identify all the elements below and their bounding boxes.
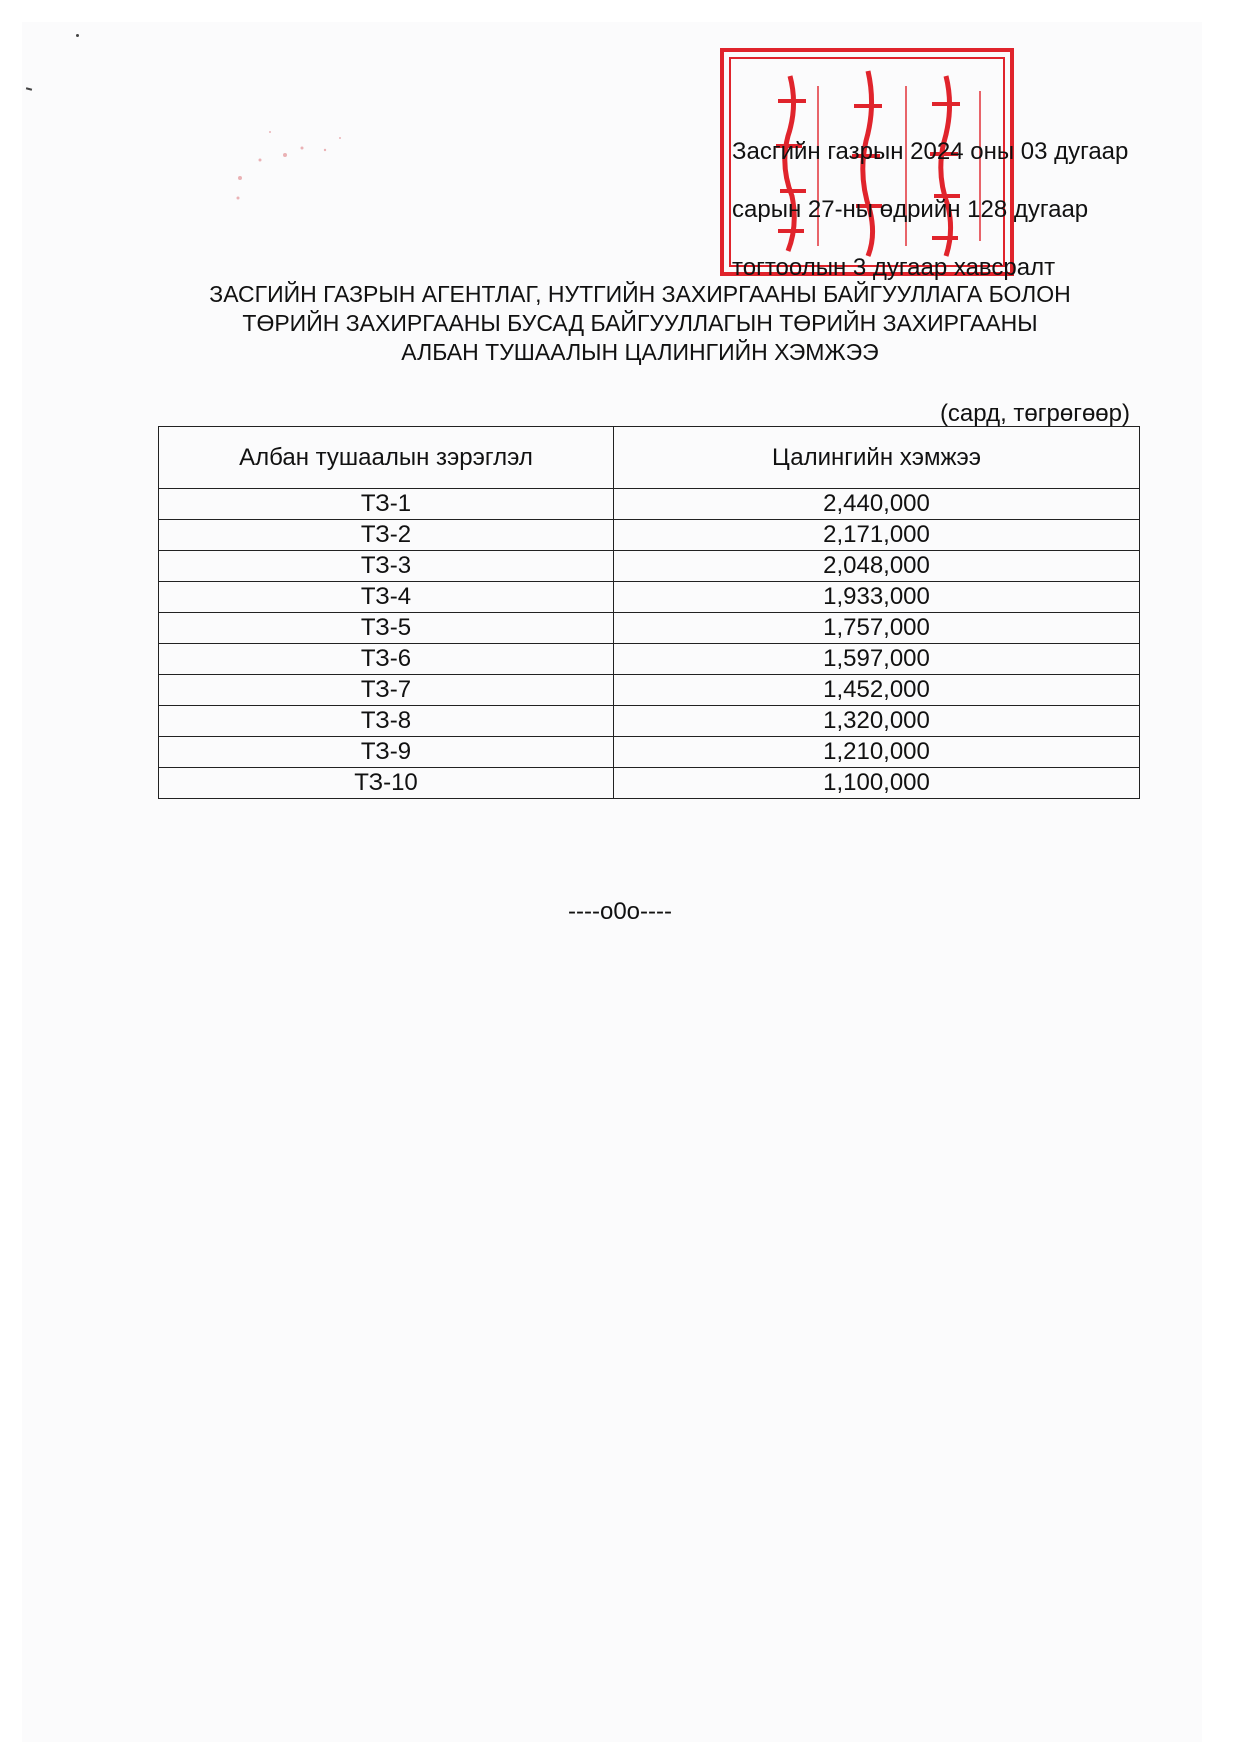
annex-line: Засгийн газрын 2024 оны 03 дугаар [732,138,1129,165]
column-header-salary: Цалингийн хэмжээ [614,427,1140,489]
grade-cell: ТЗ-8 [159,706,614,737]
grade-cell: ТЗ-1 [159,489,614,520]
table-row [159,737,1140,768]
grade-cell: ТЗ-7 [159,675,614,706]
table-row [159,706,1140,737]
salary-cell: 1,933,000 [614,582,1140,613]
salary-cell: 1,210,000 [614,737,1140,768]
grade-cell: ТЗ-4 [159,582,614,613]
column-header-grade: Албан тушаалын зэрэглэл [159,427,614,489]
title-line: АЛБАН ТУШААЛЫН ЦАЛИНГИЙН ХЭМЖЭЭ [401,339,879,365]
annex-line: тогтоолын 3 дугаар хавсралт [732,254,1056,281]
table-row [159,582,1140,613]
salary-cell: 2,048,000 [614,551,1140,582]
salary-cell: 1,757,000 [614,613,1140,644]
table-row [159,613,1140,644]
grade-cell: ТЗ-6 [159,644,614,675]
salary-cell: 2,171,000 [614,520,1140,551]
table-row [159,520,1140,551]
grade-cell: ТЗ-5 [159,613,614,644]
grade-cell: ТЗ-3 [159,551,614,582]
faded-stamp-mark [230,120,360,230]
table-row [159,675,1140,706]
title-line: ЗАСГИЙН ГАЗРЫН АГЕНТЛАГ, НУТГИЙН ЗАХИРГААНЫ БАЙГУУЛЛАГА БОЛОН [209,281,1071,307]
table-header-row [159,427,1140,489]
end-of-document-mark: ----o0o---- [568,898,672,925]
salary-table [158,426,1140,799]
unit-note: (сард, төгрөгөөр) [939,400,1130,427]
table-row [159,644,1140,675]
grade-cell: ТЗ-2 [159,520,614,551]
table-row [159,551,1140,582]
scan-speck [76,34,79,37]
salary-cell: 2,440,000 [614,489,1140,520]
salary-cell: 1,100,000 [614,768,1140,799]
salary-cell: 1,320,000 [614,706,1140,737]
salary-cell: 1,452,000 [614,675,1140,706]
annex-line: сарын 27-ны өдрийн 128 дугаар [732,196,1089,223]
salary-cell: 1,597,000 [614,644,1140,675]
table-row [159,768,1140,799]
grade-cell: ТЗ-9 [159,737,614,768]
document-title [150,280,1130,367]
title-line: ТӨРИЙН ЗАХИРГААНЫ БУСАД БАЙГУУЛЛАГЫН ТӨРИЙН ЗАХИРГААНЫ [242,310,1038,336]
table-row [159,489,1140,520]
grade-cell: ТЗ-10 [159,768,614,799]
